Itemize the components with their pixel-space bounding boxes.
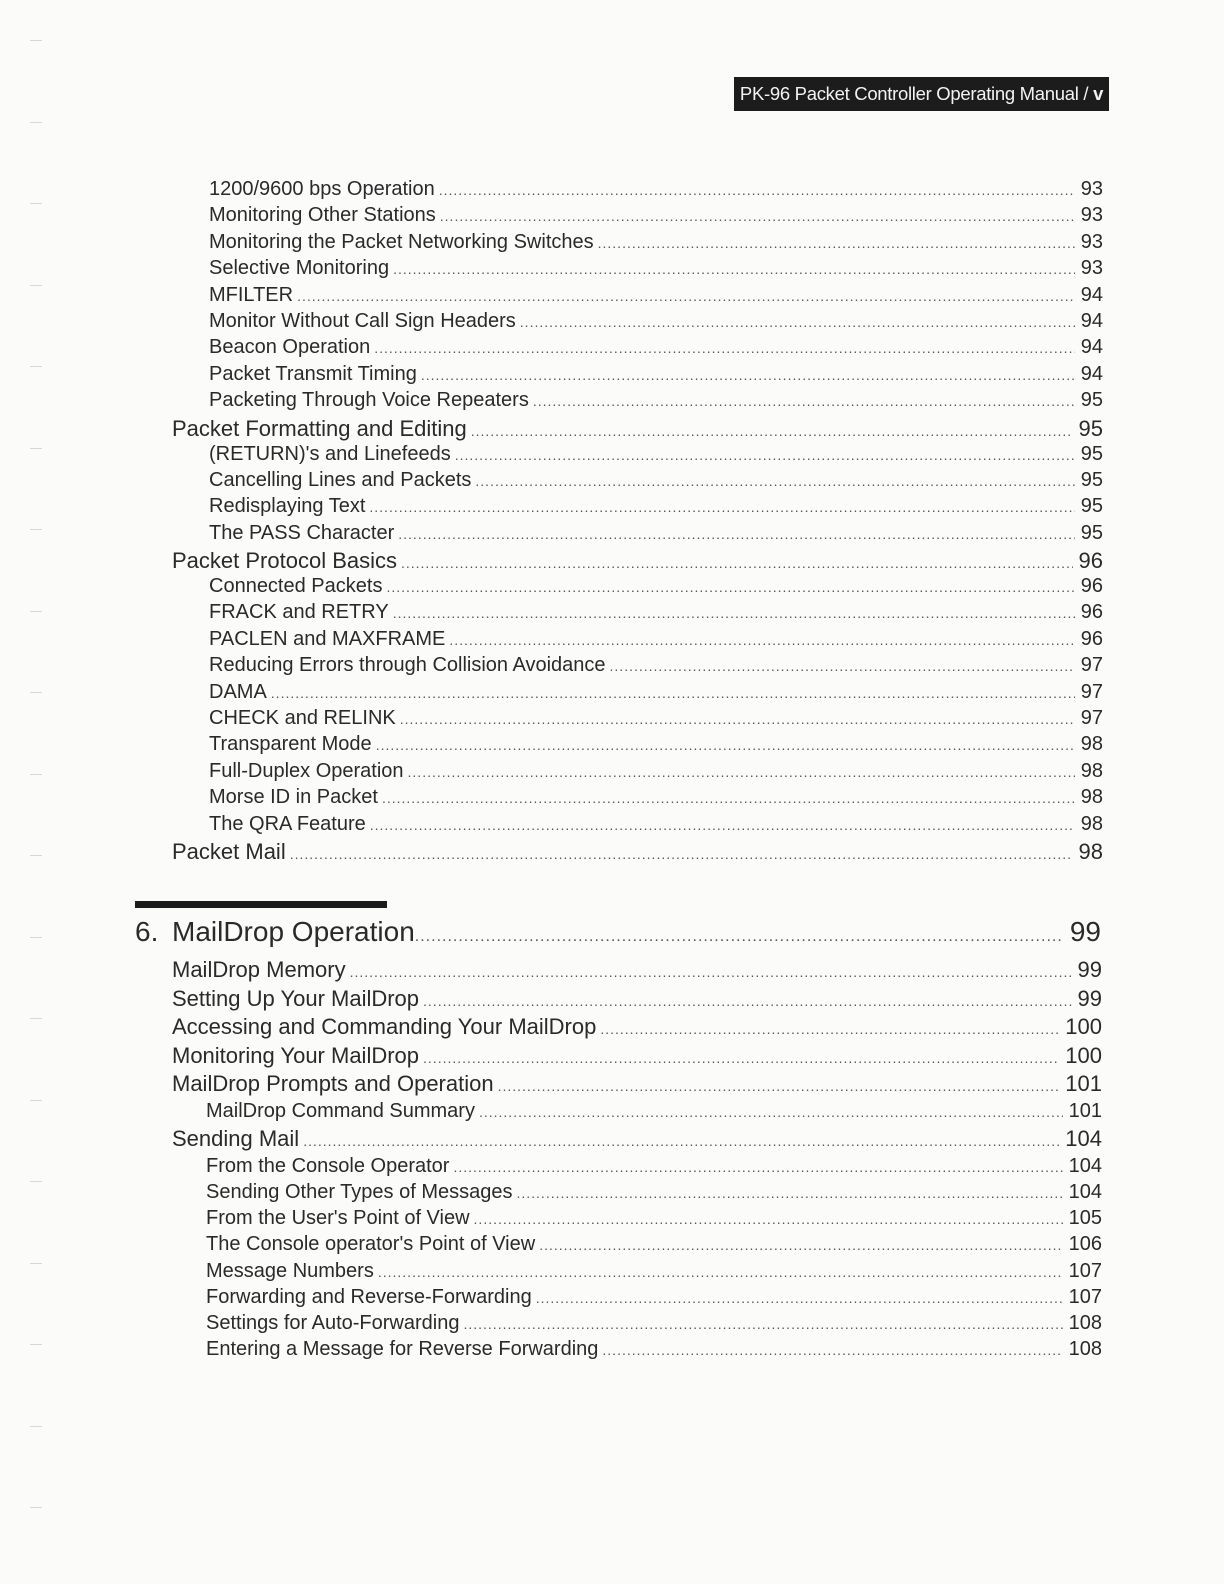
toc-subentry[interactable]	[0, 310, 1103, 336]
toc-subentry[interactable]	[0, 760, 1103, 786]
binder-hole-mark	[30, 448, 42, 449]
entry-title: Monitoring Your MailDrop	[172, 1042, 420, 1068]
toc-subentry[interactable]	[0, 204, 1103, 230]
entry-title: Selective Monitoring	[209, 257, 390, 280]
dot-leader	[423, 993, 1071, 1009]
chapter-title: MailDrop Operation	[172, 916, 415, 947]
binder-hole-mark	[30, 1426, 42, 1427]
toc-entry[interactable]	[0, 1126, 1102, 1155]
toc-subentry[interactable]	[0, 178, 1103, 204]
binder-hole-mark	[30, 366, 42, 367]
dot-leader	[449, 632, 1074, 648]
binder-hole-mark	[30, 285, 42, 286]
toc-entry[interactable]	[0, 1071, 1102, 1100]
entry-title: Connected Packets	[209, 575, 383, 598]
header-title: PK-96 Packet Controller Operating Manual /	[739, 83, 1089, 104]
entry-page: 108	[1068, 1338, 1102, 1361]
binder-hole-mark	[30, 774, 42, 775]
entry-title: MFILTER	[209, 283, 294, 306]
toc-subentry[interactable]	[0, 681, 1103, 707]
entry-page: 98	[1080, 812, 1103, 835]
entry-page: 104	[1068, 1154, 1102, 1177]
entry-title: MailDrop Memory	[172, 957, 346, 982]
entry-title: PACLEN and MAXFRAME	[209, 627, 446, 650]
binder-hole-mark	[30, 937, 42, 938]
binder-hole-mark	[30, 529, 42, 530]
entry-title: Packet Protocol Basics	[172, 548, 397, 574]
dot-leader	[455, 447, 1075, 463]
toc-entry[interactable]	[0, 1043, 1102, 1072]
entry-page: 95	[1080, 389, 1103, 412]
toc-chapter-entries	[0, 957, 1224, 1364]
toc-subentry[interactable]	[0, 575, 1103, 601]
entry-page: 94	[1080, 283, 1103, 306]
binder-hole-mark	[30, 1181, 42, 1182]
dot-leader	[393, 605, 1075, 621]
toc-subentry[interactable]	[0, 336, 1103, 362]
entry-page: 95	[1080, 521, 1103, 544]
binder-hole-mark	[30, 1018, 42, 1019]
dot-leader	[303, 1133, 1059, 1149]
entry-title: From the Console Operator	[206, 1154, 450, 1177]
dot-leader	[400, 711, 1075, 727]
entry-title: Packeting Through Voice Repeaters	[209, 389, 529, 412]
dot-leader	[471, 423, 1073, 439]
chapter-number: 6.	[135, 916, 159, 947]
binder-hole-mark	[30, 855, 42, 856]
toc-entry[interactable]	[0, 986, 1102, 1015]
dot-leader	[520, 314, 1075, 330]
toc-subentry[interactable]	[0, 654, 1103, 680]
dot-leader	[398, 526, 1074, 542]
entry-title: Packet Formatting and Editing	[172, 415, 467, 441]
dot-leader	[378, 1264, 1063, 1280]
toc-subentry[interactable]	[0, 786, 1103, 812]
entry-page: 100	[1065, 1042, 1102, 1068]
toc-subentry[interactable]	[0, 469, 1103, 495]
chapter-page: 99	[1069, 916, 1101, 947]
entry-title: Forwarding and Reverse-Forwarding	[206, 1285, 532, 1308]
dot-leader	[598, 235, 1075, 251]
entry-title: Message Numbers	[206, 1259, 374, 1282]
entry-title: Monitor Without Call Sign Headers	[209, 309, 516, 332]
binder-hole-mark	[30, 1344, 42, 1345]
entry-page: 101	[1068, 1099, 1102, 1122]
entry-title: Packet Mail	[172, 838, 286, 864]
toc-subentry[interactable]	[0, 1207, 1102, 1233]
dot-leader	[498, 1078, 1060, 1094]
entry-page: 106	[1068, 1233, 1102, 1256]
binder-hole-mark	[30, 122, 42, 123]
dot-leader	[533, 393, 1075, 409]
toc-subentry[interactable]	[0, 1181, 1102, 1207]
entry-title: Sending Other Types of Messages	[206, 1180, 513, 1203]
toc-subentry[interactable]	[0, 733, 1103, 759]
entry-title: MailDrop Prompts and Operation	[172, 1071, 494, 1097]
toc-entry[interactable]	[0, 1014, 1102, 1043]
entry-page: 96	[1080, 575, 1103, 598]
toc-subentry[interactable]	[0, 284, 1103, 310]
entry-title: Redisplaying Text	[209, 495, 366, 518]
dot-leader	[475, 473, 1074, 489]
dot-leader	[536, 1290, 1063, 1306]
entry-page: 108	[1068, 1311, 1102, 1334]
toc-section-continued	[0, 178, 1224, 866]
dot-leader	[516, 1185, 1062, 1201]
toc-entry[interactable]	[0, 839, 1103, 866]
binder-hole-mark	[30, 203, 42, 204]
entry-title: From the User's Point of View	[206, 1207, 470, 1230]
dot-leader	[421, 367, 1075, 383]
toc-subentry[interactable]	[0, 522, 1103, 548]
entry-page: 97	[1080, 707, 1103, 730]
entry-page: 100	[1065, 1014, 1102, 1040]
entry-page: 96	[1078, 548, 1103, 574]
dot-leader	[453, 1159, 1062, 1175]
toc-subentry[interactable]	[0, 231, 1103, 257]
entry-page: 95	[1080, 442, 1103, 465]
entry-page: 93	[1080, 257, 1103, 280]
dot-leader	[610, 658, 1075, 674]
entry-page: 107	[1068, 1285, 1102, 1308]
toc-subentry[interactable]	[0, 1233, 1102, 1259]
binder-hole-mark	[30, 1507, 42, 1508]
entry-title: The PASS Character	[209, 521, 395, 544]
dot-leader	[376, 737, 1075, 753]
entry-page: 104	[1065, 1126, 1102, 1152]
binder-hole-mark	[30, 692, 42, 693]
toc-entry[interactable]	[0, 957, 1102, 986]
dot-leader	[463, 1316, 1062, 1332]
dot-leader	[382, 790, 1075, 806]
entry-page: 94	[1080, 362, 1103, 385]
dot-leader	[401, 555, 1073, 571]
entry-page: 96	[1080, 627, 1103, 650]
entry-page: 93	[1080, 230, 1103, 253]
entry-title: CHECK and RELINK	[209, 707, 396, 730]
entry-title: FRACK and RETRY	[209, 601, 389, 624]
entry-page: 95	[1080, 495, 1103, 518]
entry-title: Accessing and Commanding Your MailDrop	[172, 1014, 597, 1040]
entry-title: Transparent Mode	[209, 733, 372, 756]
entry-page: 98	[1080, 733, 1103, 756]
entry-page: 99	[1077, 985, 1102, 1011]
toc-subentry[interactable]	[0, 443, 1103, 469]
dot-leader	[479, 1104, 1063, 1120]
dot-leader	[423, 1050, 1059, 1066]
entry-title: Morse ID in Packet	[209, 786, 378, 809]
dot-leader	[393, 261, 1075, 277]
entry-title: 1200/9600 bps Operation	[209, 178, 435, 200]
dot-leader	[439, 182, 1075, 198]
entry-title: Cancelling Lines and Packets	[209, 468, 472, 491]
entry-page: 96	[1080, 601, 1103, 624]
entry-title: MailDrop Command Summary	[206, 1099, 475, 1122]
dot-leader	[271, 685, 1075, 701]
entry-page: 101	[1065, 1071, 1102, 1097]
entry-title: Setting Up Your MailDrop	[172, 985, 420, 1011]
entry-title: (RETURN)'s and Linefeeds	[209, 442, 451, 465]
dot-leader	[374, 340, 1075, 356]
toc-entry[interactable]	[0, 548, 1103, 575]
toc-subentry[interactable]	[0, 1338, 1102, 1364]
dot-leader	[440, 208, 1075, 224]
header-page-number: v	[1093, 83, 1104, 104]
entry-title: Monitoring the Packet Networking Switches	[209, 230, 594, 253]
toc-subentry[interactable]	[0, 707, 1103, 733]
toc-subentry[interactable]	[0, 1100, 1102, 1126]
dot-leader	[602, 1342, 1062, 1358]
toc-subentry[interactable]	[0, 1155, 1102, 1181]
entry-page: 95	[1080, 468, 1103, 491]
entry-title: The QRA Feature	[209, 812, 366, 835]
toc-chapter-heading[interactable]	[135, 916, 1101, 948]
dot-leader	[386, 579, 1074, 595]
entry-page: 94	[1080, 336, 1103, 359]
toc-subentry[interactable]	[0, 1260, 1102, 1286]
binder-hole-mark	[30, 1263, 42, 1264]
toc-subentry[interactable]	[0, 813, 1103, 839]
toc-entry[interactable]	[0, 416, 1103, 443]
entry-page: 94	[1080, 309, 1103, 332]
toc-subentry[interactable]	[0, 628, 1103, 654]
entry-page: 105	[1068, 1207, 1102, 1230]
toc-subentry[interactable]	[0, 495, 1103, 521]
toc-subentry[interactable]	[0, 389, 1103, 415]
entry-title: The Console operator's Point of View	[206, 1233, 536, 1256]
toc-subentry[interactable]	[0, 1286, 1102, 1312]
chapter-divider-bar	[135, 901, 387, 908]
toc-subentry[interactable]	[0, 257, 1103, 283]
entry-page: 107	[1068, 1259, 1102, 1282]
dot-leader	[370, 817, 1075, 833]
entry-page: 99	[1077, 957, 1102, 982]
dot-leader	[415, 928, 1062, 946]
toc-subentry[interactable]	[0, 601, 1103, 627]
dot-leader	[297, 288, 1075, 304]
dot-leader	[290, 846, 1073, 862]
entry-page: 95	[1078, 415, 1103, 441]
entry-page: 98	[1078, 838, 1103, 864]
entry-title: Packet Transmit Timing	[209, 362, 417, 385]
dot-leader	[539, 1237, 1062, 1253]
entry-page: 104	[1068, 1180, 1102, 1203]
binder-hole-mark	[30, 611, 42, 612]
dot-leader	[350, 964, 1072, 980]
entry-title: Beacon Operation	[209, 336, 371, 359]
binder-hole-mark	[30, 1100, 42, 1101]
entry-page: 97	[1080, 654, 1103, 677]
toc-subentry[interactable]	[0, 1312, 1102, 1338]
toc-subentry[interactable]	[0, 363, 1103, 389]
entry-page: 93	[1080, 204, 1103, 227]
entry-page: 97	[1080, 680, 1103, 703]
entry-title: Full-Duplex Operation	[209, 759, 404, 782]
running-header	[734, 77, 1109, 111]
dot-leader	[474, 1211, 1063, 1227]
dot-leader	[369, 499, 1074, 515]
entry-title: Reducing Errors through Collision Avoidance	[209, 654, 606, 677]
binder-hole-mark	[30, 40, 42, 41]
entry-title: Sending Mail	[172, 1126, 300, 1152]
dot-leader	[600, 1021, 1059, 1037]
entry-page: 98	[1080, 786, 1103, 809]
entry-title: DAMA	[209, 680, 267, 703]
entry-page: 98	[1080, 759, 1103, 782]
entry-title: Entering a Message for Reverse Forwarding	[206, 1338, 599, 1361]
entry-page: 93	[1080, 178, 1103, 200]
dot-leader	[408, 764, 1075, 780]
entry-title: Settings for Auto-Forwarding	[206, 1311, 460, 1334]
entry-title: Monitoring Other Stations	[209, 204, 436, 227]
